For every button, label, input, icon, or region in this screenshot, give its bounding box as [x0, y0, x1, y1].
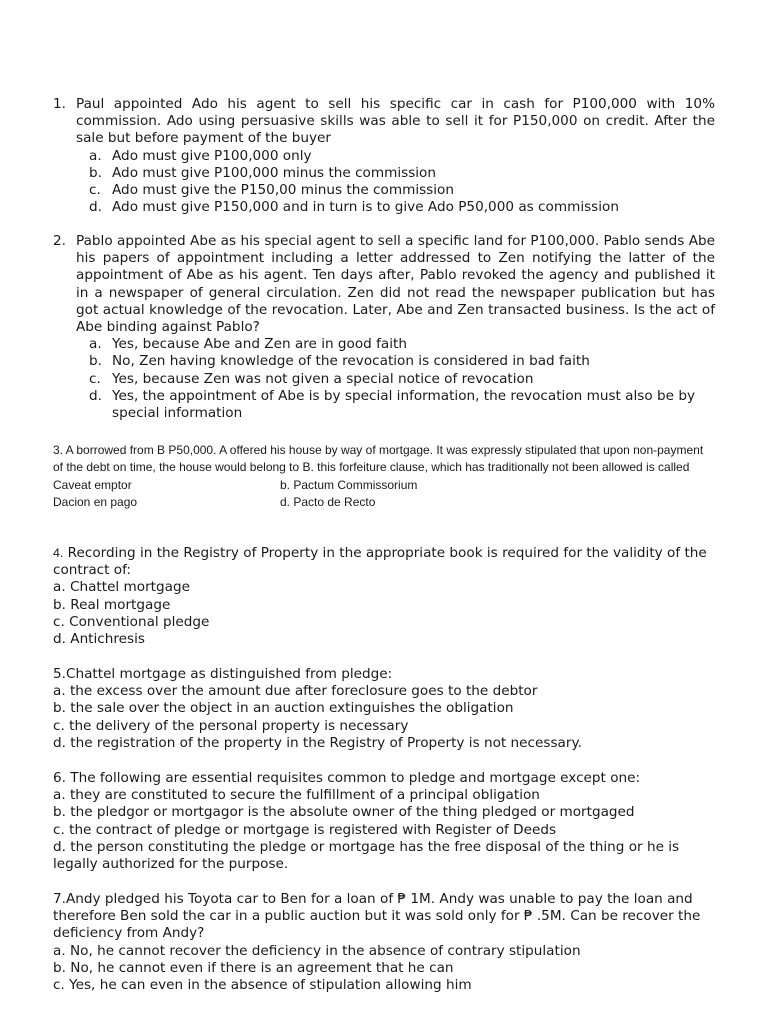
question-3-options-row-2 [53, 494, 715, 511]
question-number: 2. [53, 233, 66, 249]
question-3-options-row-1 [53, 477, 715, 494]
question-5 [53, 666, 715, 752]
question-5-stem: 5.Chattel mortgage as distinguished from pledge: [53, 666, 393, 682]
question-4-stem [53, 545, 715, 579]
option-c: c. the delivery of the personal property is necessary [53, 717, 409, 734]
option-d: d. Yes, the appointment of Abe is by special information, the revocation must also be by special information [89, 387, 695, 422]
question-text: Pablo appointed Abe as his special agent to sell a specific land for P100,000. Pablo sends Abe his papers of appointment including a letter addressed to Zen notifying the latter of the appointment of Abe as his agent. Ten days after, Pablo revoked the agency and published it in a newspaper of general circulation. Zen did not read the newspaper publication but has got actual knowledge of the revocation. Later, Abe and Zen transacted business. Is the act of Abe binding against Pablo? [76, 233, 715, 336]
option-b: b. No, Zen having knowledge of the revocation is considered in bad faith [89, 353, 590, 370]
option-d: d. the person constituting the pledge or mortgage has the free disposal of the thing or he is legally authorized for the purpose. [53, 838, 680, 873]
question-1-options [53, 148, 715, 217]
question-2-stem [53, 233, 715, 336]
option-b: b. Ado must give P100,000 minus the commission [89, 164, 436, 181]
option-c: c. Yes, he can even in the absence of stipulation allowing him [53, 977, 472, 994]
question-6 [53, 770, 715, 873]
question-2-options [53, 336, 715, 422]
question-1-stem [53, 96, 715, 148]
question-text: Paul appointed Ado his agent to sell his specific car in cash for P100,000 with 10% commission. Ado using persuasive skills was able to sell it for P150,000 on credit. After the sale but before payment of the buyer [76, 96, 715, 147]
option-c: Dacion en pago [53, 495, 138, 510]
option-d: d. Ado must give P150,000 and in turn is to give Ado P50,000 as commission [89, 199, 619, 216]
option-a: a. Chattel mortgage [53, 579, 190, 596]
question-3-stem: 3. A borrowed from B P50,000. A offered his house by way of mortgage. It was expressly stipulated that upon non-payment of the debt on time, the house would belong to B. this forfeiture clause, which has traditionally not been allowed is called [53, 443, 704, 475]
question-text: Recording in the Registry of Property in the appropriate book is required for the validity of the contract of: [53, 545, 707, 579]
question-3 [53, 442, 715, 512]
option-a: a. No, he cannot recover the deficiency in the absence of contrary stipulation [53, 942, 581, 959]
option-b: b. No, he cannot even if there is an agreement that he can [53, 959, 454, 976]
option-a: a. Yes, because Abe and Zen are in good faith [89, 336, 407, 353]
option-c: c. Ado must give the P150,00 minus the commission [89, 182, 454, 199]
question-7-stem: 7.Andy pledged his Toyota car to Ben for a loan of ₱ 1M. Andy was unable to pay the loan and therefore Ben sold the car in a public auction but it was sold only for ₱ .5M. Can be recover the deficiency from Andy? [53, 891, 701, 942]
option-c: c. Conventional pledge [53, 613, 210, 630]
option-b: b. the pledgor or mortgagor is the absolute owner of the thing pledged or mortgaged [53, 804, 635, 821]
option-b: b. Pactum Commissorium [280, 477, 418, 492]
option-b: b. Real mortgage [53, 596, 171, 613]
option-b: b. the sale over the object in an auction extinguishes the obligation [53, 700, 514, 717]
option-a: a. they are constituted to secure the fulfillment of a principal obligation [53, 787, 540, 804]
option-c: c. Yes, because Zen was not given a special notice of revocation [89, 370, 534, 387]
question-4 [53, 545, 715, 648]
question-2 [53, 233, 715, 422]
option-d: d. Antichresis [53, 631, 145, 648]
option-a: a. the excess over the amount due after foreclosure goes to the debtor [53, 683, 538, 700]
question-6-stem: 6. The following are essential requisites common to pledge and mortgage except one: [53, 770, 641, 786]
option-a: Caveat emptor [53, 477, 132, 492]
question-number: 4. [53, 546, 64, 560]
option-a: a. Ado must give P100,000 only [89, 147, 312, 164]
option-c: c. the contract of pledge or mortgage is registered with Register of Deeds [53, 821, 557, 838]
question-7 [53, 891, 715, 994]
option-d: d. the registration of the property in the Registry of Property is not necessary. [53, 734, 582, 751]
question-number: 1. [53, 96, 66, 112]
question-1 [53, 96, 715, 216]
option-d: d. Pacto de Recto [280, 495, 376, 510]
